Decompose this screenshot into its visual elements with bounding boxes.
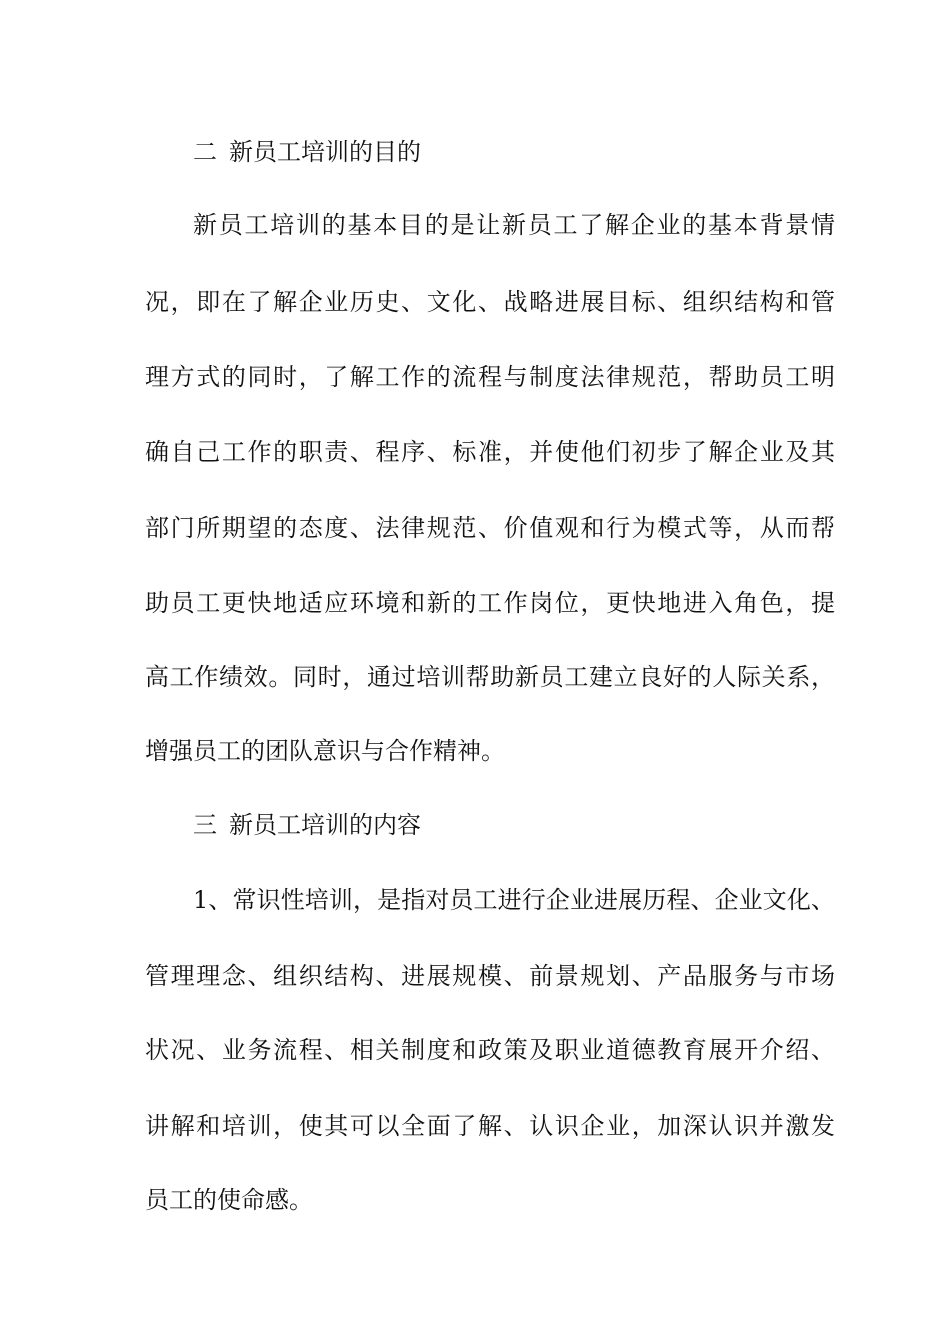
paragraph-line: 况，即在了解企业历史、文化、战略进展目标、组织结构和管: [145, 288, 835, 316]
section-title: 新员工培训的内容: [229, 811, 421, 839]
paragraph-line: 员工的使命感。: [145, 1186, 313, 1214]
paragraph-line: 管理理念、组织结构、进展规模、前景规划、产品服务与市场: [145, 962, 835, 990]
section-heading: [193, 805, 835, 845]
section-heading: [193, 132, 835, 172]
paragraph-line: 确自己工作的职责、程序、标准，并使他们初步了解企业及其: [145, 438, 835, 466]
paragraph-line: 增强员工的团队意识与合作精神。: [145, 737, 505, 765]
paragraph-line: 讲解和培训，使其可以全面了解、认识企业，加深认识并激发: [145, 1112, 835, 1140]
paragraph-line: 新员工培训的基本目的是让新员工了解企业的基本背景情: [193, 211, 835, 239]
paragraph-line: 状况、业务流程、相关制度和政策及职业道德教育展开介绍、: [145, 1036, 835, 1064]
paragraph-line: 部门所期望的态度、法律规范、价值观和行为模式等，从而帮: [145, 514, 835, 542]
section-number: 三: [193, 811, 217, 839]
section-number: 二: [193, 138, 217, 166]
section-title: 新员工培训的目的: [229, 138, 421, 166]
paragraph-line: 1、常识性培训，是指对员工进行企业进展历程、企业文化、: [193, 886, 835, 914]
paragraph-line: 理方式的同时，了解工作的流程与制度法律规范，帮助员工明: [145, 363, 835, 391]
paragraph-line: 助员工更快地适应环境和新的工作岗位，更快地进入角色，提: [145, 589, 835, 617]
paragraph-line: 高工作绩效。同时，通过培训帮助新员工建立良好的人际关系，: [145, 663, 835, 691]
